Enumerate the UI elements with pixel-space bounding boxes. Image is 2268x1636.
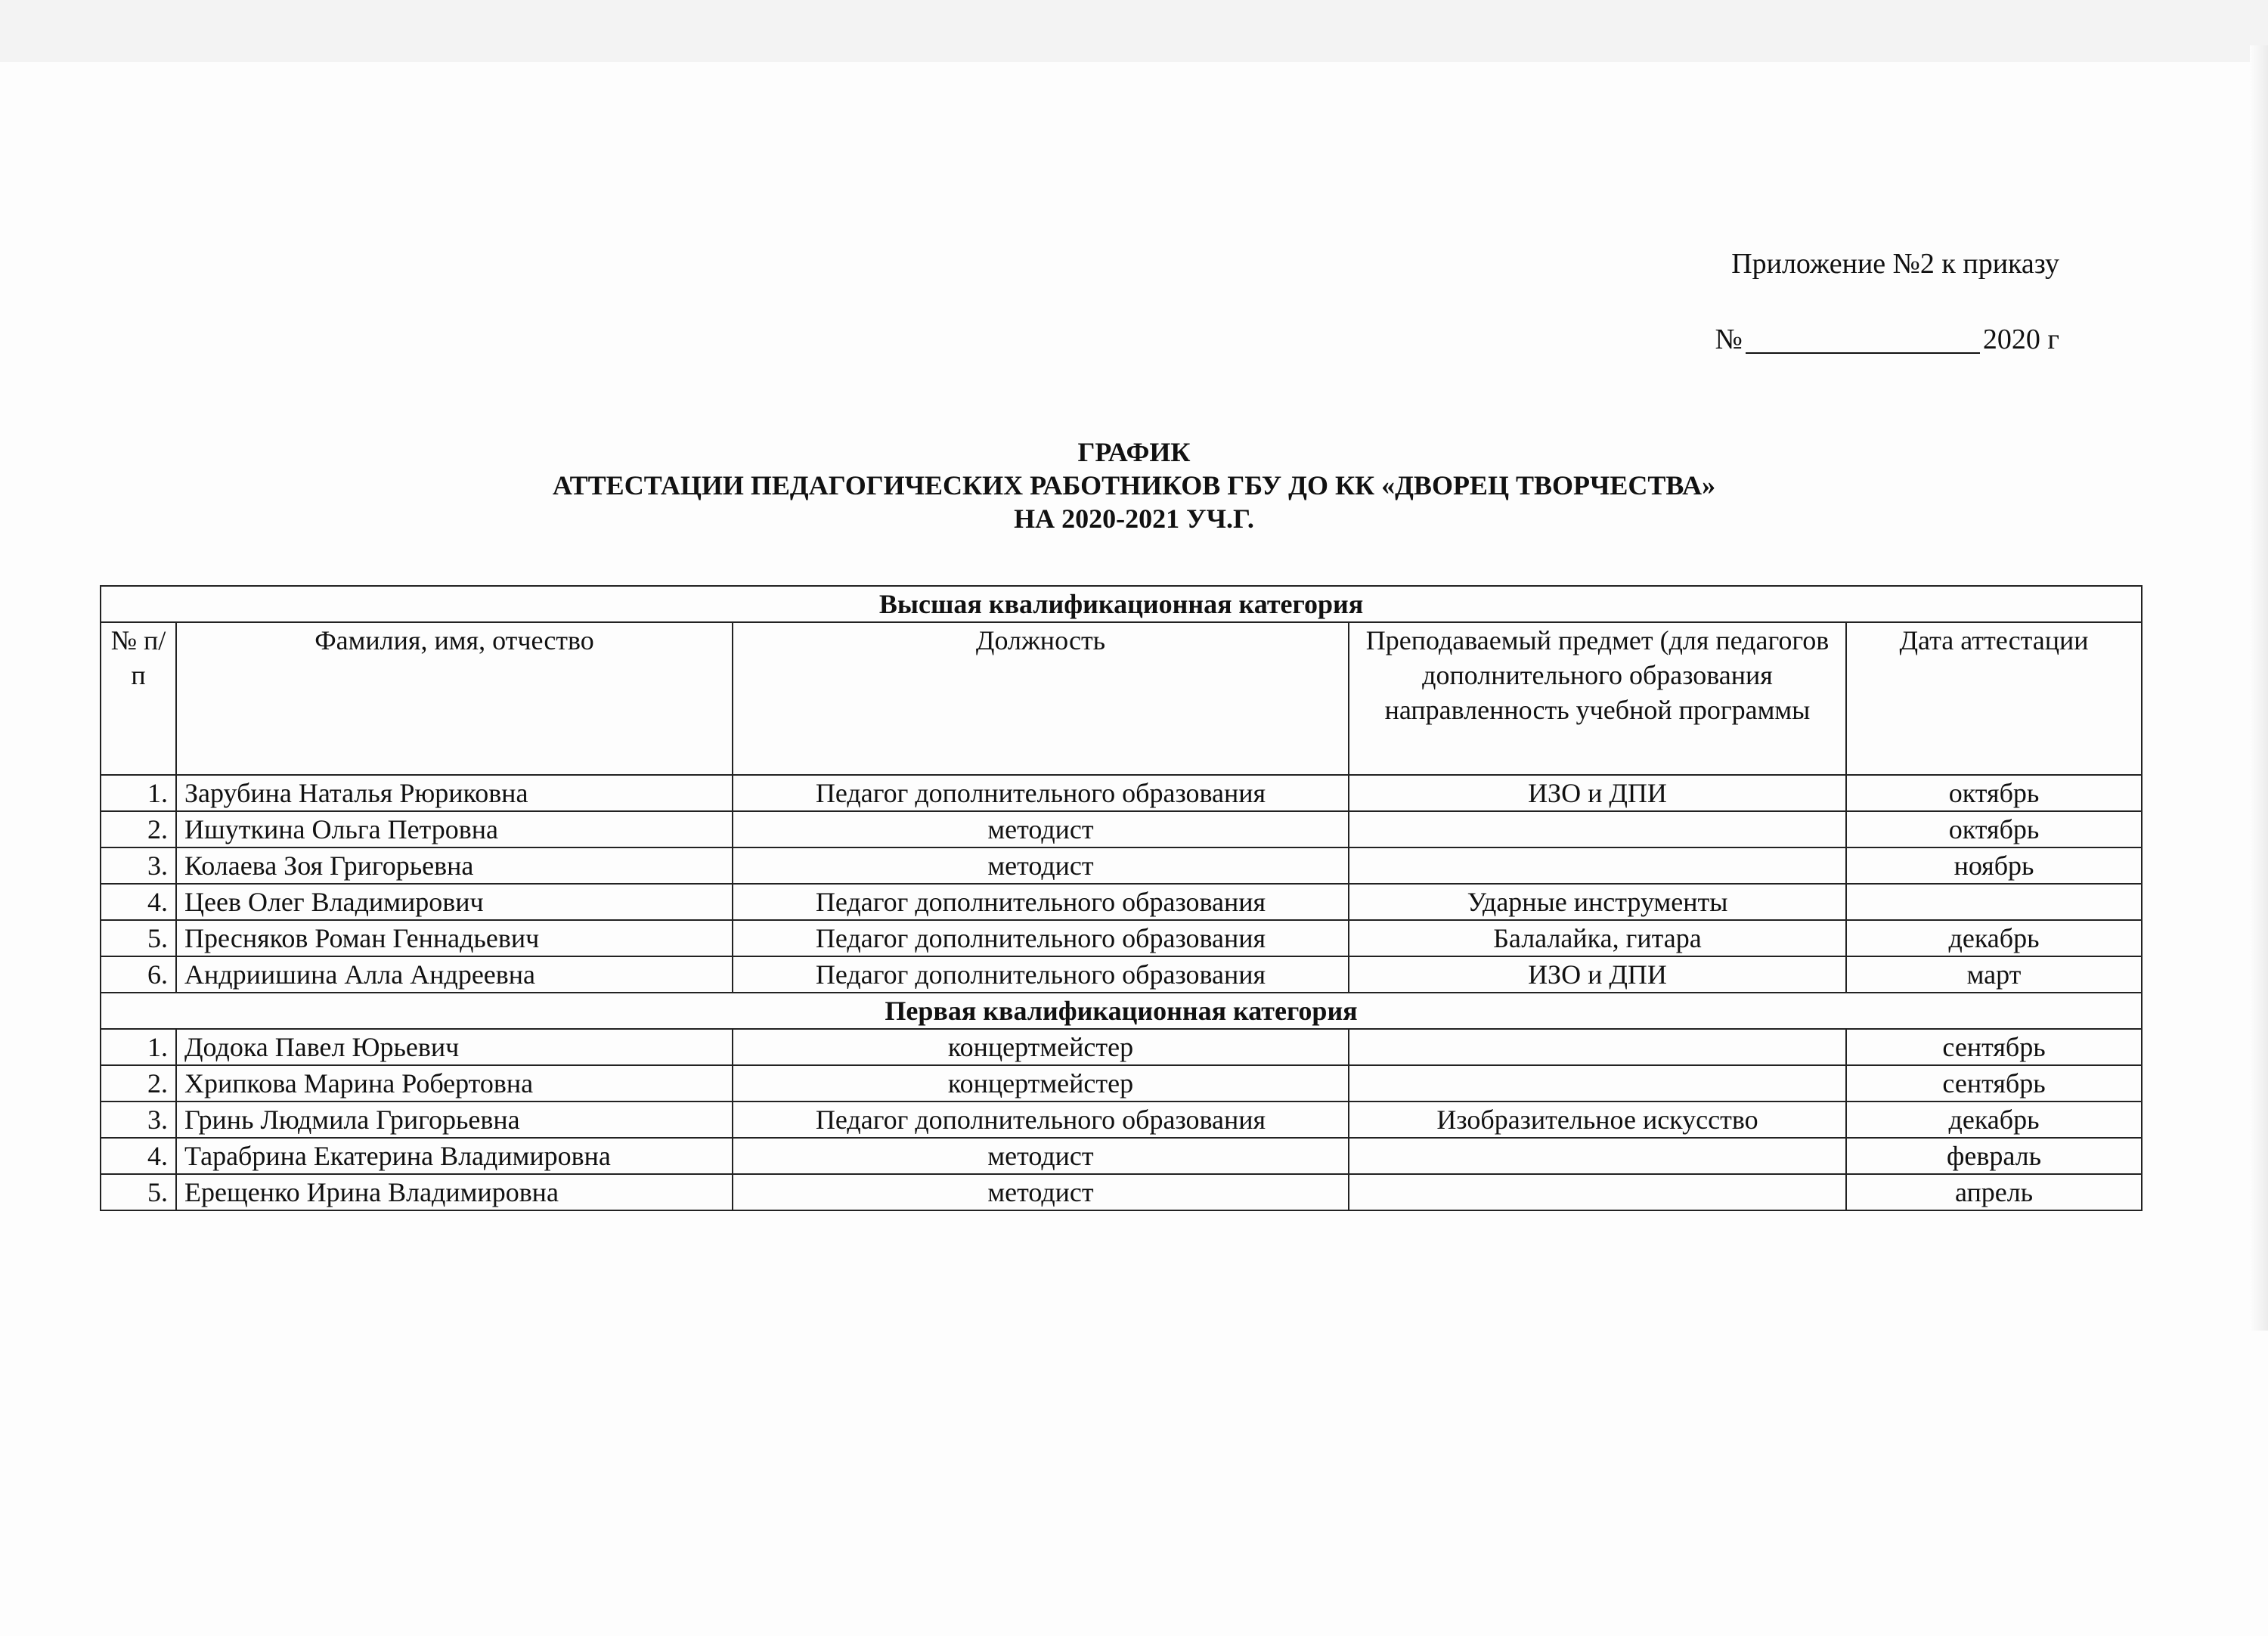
cell-subject: Изобразительное искусство <box>1349 1102 1846 1138</box>
table-row <box>101 1029 2142 1065</box>
column-header-name: Фамилия, имя, отчество <box>176 622 733 775</box>
section-header-row <box>101 993 2142 1029</box>
scan-right-edge <box>2250 45 2268 1331</box>
attestation-table <box>100 585 2143 1211</box>
cell-name: Ишуткина Ольга Петровна <box>176 811 733 847</box>
cell-num: 2. <box>101 1065 176 1102</box>
cell-position: Педагог дополнительного образования <box>733 1102 1349 1138</box>
table-row <box>101 1065 2142 1102</box>
cell-subject: ИЗО и ДПИ <box>1349 775 1846 811</box>
order-prefix: № <box>1715 324 1743 355</box>
order-number-line <box>1715 325 2059 354</box>
title-line-3: НА 2020-2021 УЧ.Г. <box>1014 504 1254 534</box>
cell-date: сентябрь <box>1846 1029 2142 1065</box>
cell-name: Зарубина Наталья Рюриковна <box>176 775 733 811</box>
cell-date: октябрь <box>1846 775 2142 811</box>
column-header-subject: Преподаваемый предмет (для педагогов дополнительного образования направленность учебной программы <box>1349 622 1846 775</box>
section-title: Высшая квалификационная категория <box>101 586 2142 622</box>
cell-subject <box>1349 811 1846 847</box>
cell-date <box>1846 884 2142 920</box>
cell-position: концертмейстер <box>733 1065 1349 1102</box>
order-year: 2020 г <box>1982 324 2059 355</box>
cell-position: Педагог дополнительного образования <box>733 884 1349 920</box>
title-line-1: ГРАФИК <box>1077 437 1191 467</box>
cell-name: Колаева Зоя Григорьевна <box>176 847 733 884</box>
cell-name: Хрипкова Марина Робертовна <box>176 1065 733 1102</box>
table-body <box>101 586 2142 1210</box>
cell-subject: Балалайка, гитара <box>1349 920 1846 956</box>
cell-position: методист <box>733 1174 1349 1210</box>
table-row <box>101 956 2142 993</box>
column-header-row <box>101 622 2142 775</box>
cell-position: методист <box>733 811 1349 847</box>
cell-num: 4. <box>101 1138 176 1174</box>
cell-name: Ерещенко Ирина Владимировна <box>176 1174 733 1210</box>
section-title: Первая квалификационная категория <box>101 993 2142 1029</box>
cell-subject: Ударные инструменты <box>1349 884 1846 920</box>
order-number-blank <box>1746 330 1980 354</box>
cell-position: Педагог дополнительного образования <box>733 920 1349 956</box>
cell-num: 1. <box>101 1029 176 1065</box>
cell-date: март <box>1846 956 2142 993</box>
cell-num: 5. <box>101 1174 176 1210</box>
table-row <box>101 847 2142 884</box>
table-row <box>101 1138 2142 1174</box>
scan-top-band <box>0 0 2268 62</box>
cell-position: методист <box>733 847 1349 884</box>
table-row <box>101 811 2142 847</box>
cell-num: 1. <box>101 775 176 811</box>
table-row <box>101 775 2142 811</box>
cell-name: Додока Павел Юрьевич <box>176 1029 733 1065</box>
cell-position: Педагог дополнительного образования <box>733 775 1349 811</box>
table-row <box>101 1102 2142 1138</box>
cell-name: Андриишина Алла Андреевна <box>176 956 733 993</box>
cell-name: Тарабрина Екатерина Владимировна <box>176 1138 733 1174</box>
appendix-label: Приложение №2 к приказу <box>1731 248 2059 280</box>
cell-date: декабрь <box>1846 1102 2142 1138</box>
title-line-2: АТТЕСТАЦИИ ПЕДАГОГИЧЕСКИХ РАБОТНИКОВ ГБУ ДО КК «ДВОРЕЦ ТВОРЧЕСТВА» <box>552 470 1716 500</box>
cell-date: декабрь <box>1846 920 2142 956</box>
cell-position: Педагог дополнительного образования <box>733 956 1349 993</box>
cell-subject <box>1349 1138 1846 1174</box>
column-header-date: Дата аттестации <box>1846 622 2142 775</box>
cell-name: Цеев Олег Владимирович <box>176 884 733 920</box>
cell-num: 6. <box>101 956 176 993</box>
cell-num: 4. <box>101 884 176 920</box>
cell-subject <box>1349 1065 1846 1102</box>
cell-position: методист <box>733 1138 1349 1174</box>
cell-name: Пресняков Роман Геннадьевич <box>176 920 733 956</box>
cell-subject <box>1349 847 1846 884</box>
column-header-position: Должность <box>733 622 1349 775</box>
cell-position: концертмейстер <box>733 1029 1349 1065</box>
section-header-row <box>101 586 2142 622</box>
cell-subject <box>1349 1174 1846 1210</box>
document-title <box>0 435 2268 535</box>
table-row <box>101 920 2142 956</box>
cell-name: Гринь Людмила Григорьевна <box>176 1102 733 1138</box>
cell-subject <box>1349 1029 1846 1065</box>
cell-num: 3. <box>101 847 176 884</box>
cell-date: апрель <box>1846 1174 2142 1210</box>
cell-num: 5. <box>101 920 176 956</box>
column-header-num: № п/п <box>101 622 176 775</box>
cell-num: 3. <box>101 1102 176 1138</box>
cell-subject: ИЗО и ДПИ <box>1349 956 1846 993</box>
cell-date: сентябрь <box>1846 1065 2142 1102</box>
cell-num: 2. <box>101 811 176 847</box>
cell-date: октябрь <box>1846 811 2142 847</box>
table-row <box>101 884 2142 920</box>
cell-date: февраль <box>1846 1138 2142 1174</box>
table-row <box>101 1174 2142 1210</box>
cell-date: ноябрь <box>1846 847 2142 884</box>
